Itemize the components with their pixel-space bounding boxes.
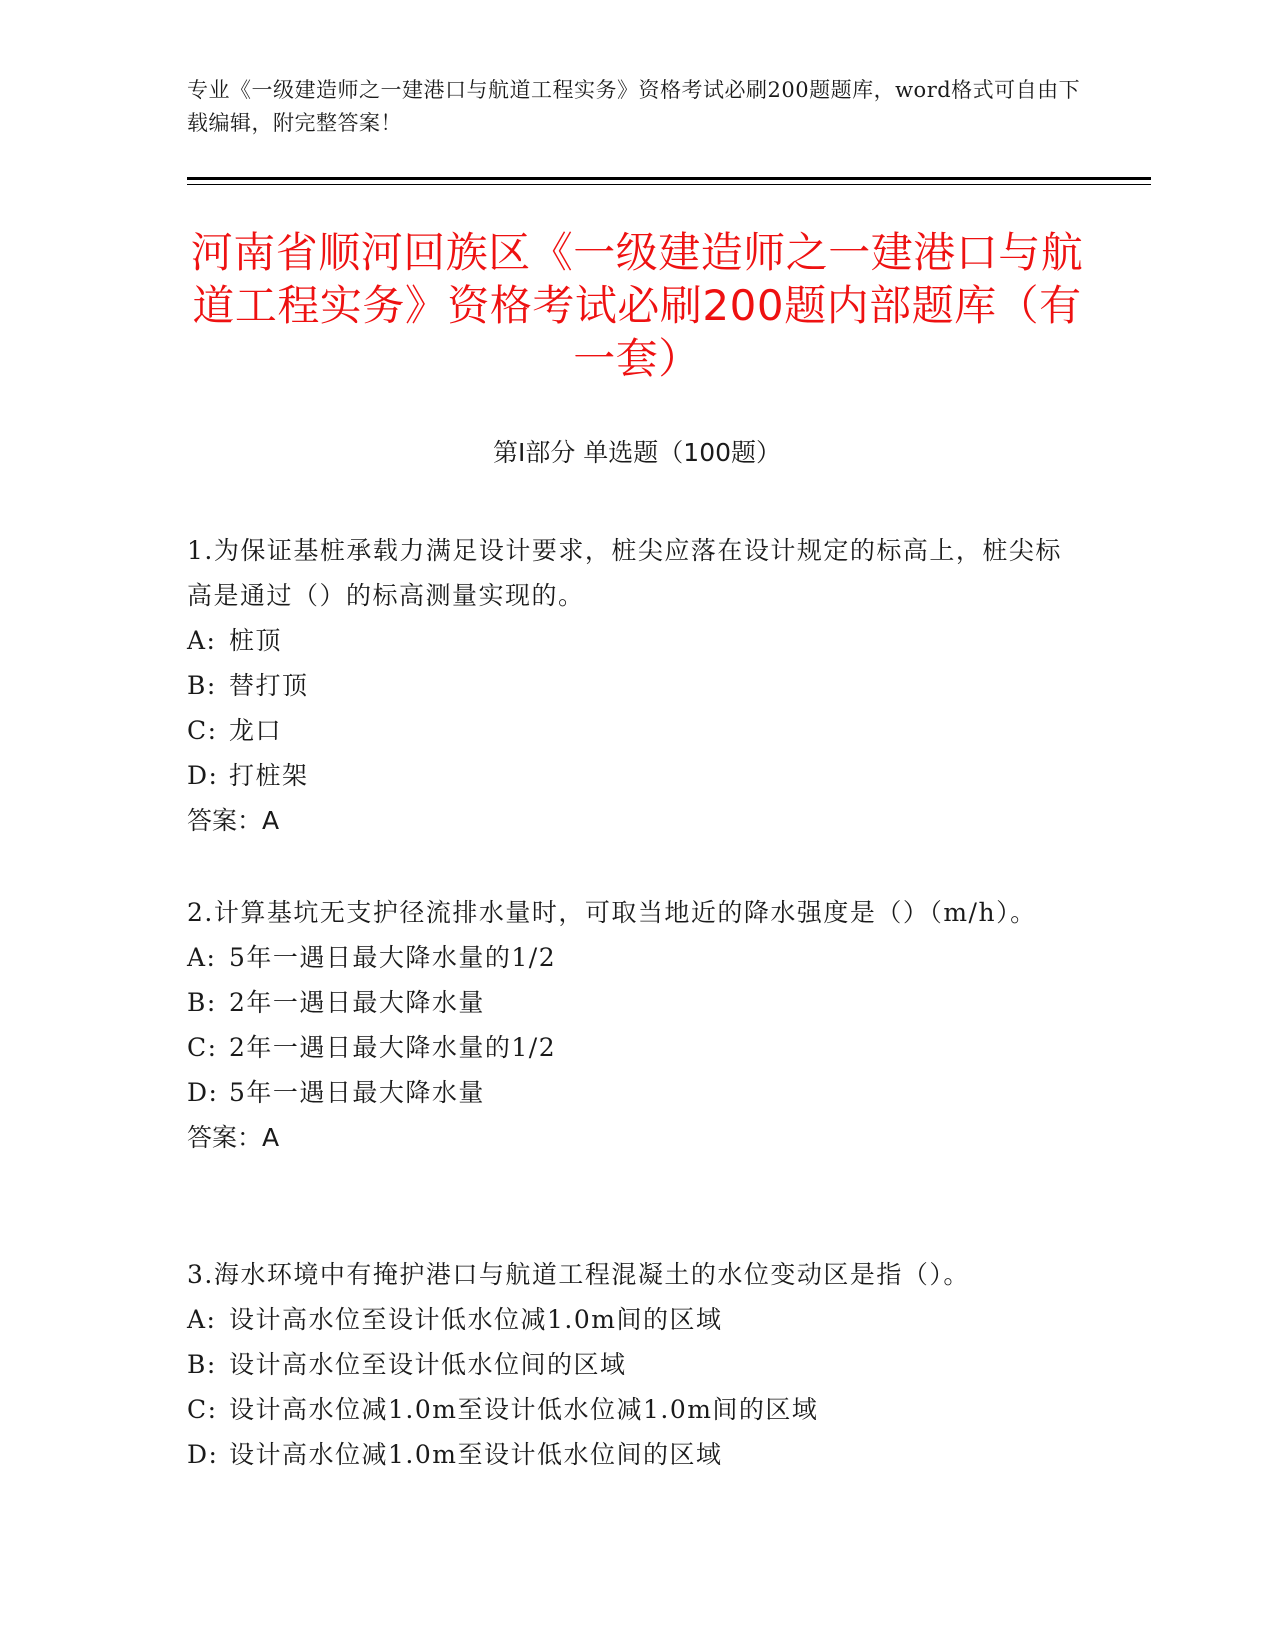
option-text: 2年一遇日最大降水量 bbox=[229, 988, 485, 1017]
option-text: 设计高水位减1.0m至设计低水位间的区域 bbox=[229, 1440, 723, 1469]
question-stem: 1.为保证基桩承载力满足设计要求，桩尖应落在设计规定的标高上，桩尖标高是通过（）的标高测量实现的。 bbox=[187, 536, 1062, 610]
option-key: B: bbox=[187, 671, 217, 700]
option-d bbox=[187, 753, 1087, 798]
option-d bbox=[187, 1432, 1087, 1477]
option-key: D: bbox=[187, 761, 219, 790]
question-1 bbox=[187, 528, 1087, 843]
option-key: C: bbox=[187, 716, 218, 745]
option-key: C: bbox=[187, 1033, 218, 1062]
option-text: 设计高水位减1.0m至设计低水位减1.0m间的区域 bbox=[229, 1395, 819, 1424]
option-text: 5年一遇日最大降水量的1/2 bbox=[229, 943, 557, 972]
question-stem: 3.海水环境中有掩护港口与航道工程混凝土的水位变动区是指（）。 bbox=[187, 1260, 970, 1289]
option-d bbox=[187, 1070, 1087, 1115]
option-key: D: bbox=[187, 1078, 219, 1107]
option-key: C: bbox=[187, 1395, 218, 1424]
option-c bbox=[187, 708, 1087, 753]
option-text: 替打顶 bbox=[229, 671, 309, 700]
option-key: B: bbox=[187, 988, 217, 1017]
question-stem: 2.计算基坑无支护径流排水量时，可取当地近的降水强度是（）（m/h）。 bbox=[187, 898, 1037, 927]
option-key: A: bbox=[187, 626, 217, 655]
header-divider-thin bbox=[187, 184, 1151, 185]
option-text: 桩顶 bbox=[229, 626, 283, 655]
question-3 bbox=[187, 1252, 1087, 1477]
option-a bbox=[187, 1297, 1087, 1342]
option-b bbox=[187, 1342, 1087, 1387]
header-divider-thick bbox=[187, 177, 1151, 180]
option-text: 设计高水位至设计低水位减1.0m间的区域 bbox=[229, 1305, 723, 1334]
option-key: B: bbox=[187, 1350, 217, 1379]
header-note: 专业《一级建造师之一建港口与航道工程实务》资格考试必刷200题题库，word格式可自由下载编辑，附完整答案！ bbox=[187, 78, 1081, 135]
option-key: A: bbox=[187, 1305, 217, 1334]
option-b bbox=[187, 663, 1087, 708]
option-key: A: bbox=[187, 943, 217, 972]
question-2 bbox=[187, 890, 1087, 1160]
option-key: D: bbox=[187, 1440, 219, 1469]
option-c bbox=[187, 1025, 1087, 1070]
option-text: 5年一遇日最大降水量 bbox=[229, 1078, 485, 1107]
option-a bbox=[187, 935, 1087, 980]
option-a bbox=[187, 618, 1087, 663]
option-text: 2年一遇日最大降水量的1/2 bbox=[229, 1033, 557, 1062]
answer-line: 答案：A bbox=[187, 1123, 280, 1152]
section-heading: 第I部分 单选题（100题） bbox=[492, 438, 782, 467]
answer-line: 答案：A bbox=[187, 806, 280, 835]
option-text: 龙口 bbox=[229, 716, 283, 745]
option-text: 设计高水位至设计低水位间的区域 bbox=[229, 1350, 627, 1379]
option-b bbox=[187, 980, 1087, 1025]
document-title: 河南省顺河回族区《一级建造师之一建港口与航道工程实务》资格考试必刷200题内部题库（有一套） bbox=[190, 228, 1084, 383]
option-c bbox=[187, 1387, 1087, 1432]
option-text: 打桩架 bbox=[229, 761, 309, 790]
